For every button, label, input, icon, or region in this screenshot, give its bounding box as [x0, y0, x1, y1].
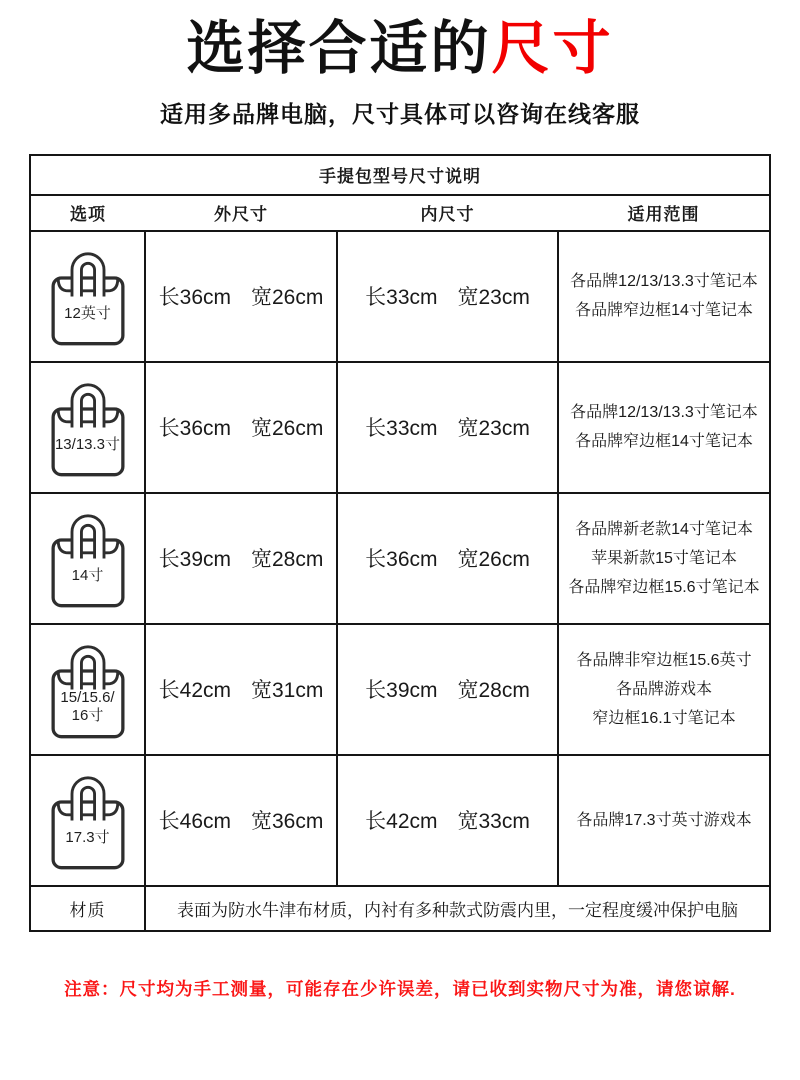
- scope-cell: [558, 755, 770, 886]
- width-value: 宽26cm: [251, 417, 324, 441]
- table-row: [30, 231, 770, 362]
- scope-line: 各品牌游戏本: [615, 680, 712, 698]
- page-title: [0, 14, 800, 84]
- page-title-accent: 尺寸: [491, 16, 614, 81]
- table-caption-row: [30, 155, 770, 195]
- bag-size-label-line: 15/15.6/: [60, 688, 115, 706]
- bag-size-label: [53, 550, 123, 602]
- column-header-inner-size: 内尺寸: [337, 195, 558, 231]
- inner-size-cell: [337, 624, 558, 755]
- bag-icon: [48, 637, 128, 742]
- table-row: [30, 362, 770, 493]
- scope-cell: [558, 231, 770, 362]
- outer-size-cell: [145, 624, 337, 755]
- material-text: 表面为防水牛津布材质，内衬有多种款式防震内里，一定程度缓冲保护电脑: [145, 886, 770, 931]
- page-title-black: 选择合适的: [186, 16, 492, 81]
- option-cell: [30, 493, 145, 624]
- bag-size-label: [53, 288, 123, 340]
- table-row: [30, 755, 770, 886]
- length-value: 长36cm: [365, 548, 438, 572]
- bag-icon: [48, 768, 128, 873]
- scope-line: 各品牌12/13/13.3寸笔记本: [570, 273, 758, 291]
- size-guide-page: [0, 14, 800, 1080]
- option-cell: [30, 231, 145, 362]
- length-value: 长42cm: [365, 810, 438, 834]
- outer-size-cell: [145, 231, 337, 362]
- bag-size-label-line: 14寸: [71, 566, 104, 584]
- length-value: 长39cm: [365, 679, 438, 703]
- scope-line: 各品牌窄边框15.6寸笔记本: [568, 578, 760, 596]
- length-value: 长33cm: [365, 286, 438, 310]
- scope-line: 各品牌非窄边框15.6英寸: [576, 651, 752, 669]
- width-value: 宽33cm: [457, 810, 530, 834]
- notice-text: 注意：尺寸均为手工测量，可能存在少许误差，请已收到实物尺寸为准，请您谅解.: [64, 978, 736, 999]
- bag-size-label: [53, 419, 123, 471]
- scope-line: 各品牌窄边框14寸笔记本: [575, 302, 753, 320]
- bag-size-label-line: 17.3寸: [65, 828, 110, 846]
- scope-line: 各品牌窄边框14寸笔记本: [575, 433, 753, 451]
- bag-size-label: [53, 812, 123, 864]
- scope-line: 苹果新款15寸笔记本: [591, 549, 737, 567]
- length-value: 长36cm: [158, 417, 231, 441]
- scope-cell: [558, 493, 770, 624]
- page-subtitle: 适用多品牌电脑，尺寸具体可以咨询在线客服: [160, 100, 640, 127]
- length-value: 长36cm: [158, 286, 231, 310]
- length-value: 长42cm: [158, 679, 231, 703]
- option-cell: [30, 624, 145, 755]
- bag-size-label-line: 13/13.3寸: [54, 435, 121, 453]
- scope-line: 各品牌17.3寸英寸游戏本: [576, 811, 752, 829]
- length-value: 长39cm: [158, 548, 231, 572]
- option-cell: [30, 755, 145, 886]
- bag-size-label: [53, 681, 123, 733]
- material-label: 材质: [30, 886, 145, 931]
- width-value: 宽26cm: [457, 548, 530, 572]
- width-value: 宽23cm: [457, 417, 530, 441]
- length-value: 长33cm: [365, 417, 438, 441]
- column-header-option: 选项: [30, 195, 145, 231]
- outer-size-cell: [145, 362, 337, 493]
- scope-line: 各品牌新老款14寸笔记本: [575, 520, 753, 538]
- table-row: [30, 624, 770, 755]
- width-value: 宽31cm: [251, 679, 324, 703]
- bag-icon: [48, 244, 128, 349]
- column-header-outer-size: 外尺寸: [145, 195, 337, 231]
- inner-size-cell: [337, 231, 558, 362]
- material-row: [30, 886, 770, 931]
- inner-size-cell: [337, 493, 558, 624]
- inner-size-cell: [337, 755, 558, 886]
- outer-size-cell: [145, 493, 337, 624]
- outer-size-cell: [145, 755, 337, 886]
- width-value: 宽28cm: [251, 548, 324, 572]
- option-cell: [30, 362, 145, 493]
- scope-line: 各品牌12/13/13.3寸笔记本: [570, 404, 758, 422]
- bag-size-label-line: 12英寸: [64, 304, 111, 322]
- bag-size-label-line: 16寸: [71, 706, 104, 724]
- width-value: 宽36cm: [251, 810, 324, 834]
- table-row: [30, 493, 770, 624]
- scope-line: 窄边框16.1寸笔记本: [592, 709, 736, 727]
- scope-cell: [558, 362, 770, 493]
- bag-icon: [48, 375, 128, 480]
- table-caption: 手提包型号尺寸说明: [30, 155, 770, 195]
- size-table: [29, 154, 771, 932]
- width-value: 宽26cm: [251, 286, 324, 310]
- length-value: 长46cm: [158, 810, 231, 834]
- bag-icon: [48, 506, 128, 611]
- table-header-row: [30, 195, 770, 231]
- inner-size-cell: [337, 362, 558, 493]
- width-value: 宽28cm: [457, 679, 530, 703]
- column-header-scope: 适用范围: [558, 195, 770, 231]
- scope-cell: [558, 624, 770, 755]
- width-value: 宽23cm: [457, 286, 530, 310]
